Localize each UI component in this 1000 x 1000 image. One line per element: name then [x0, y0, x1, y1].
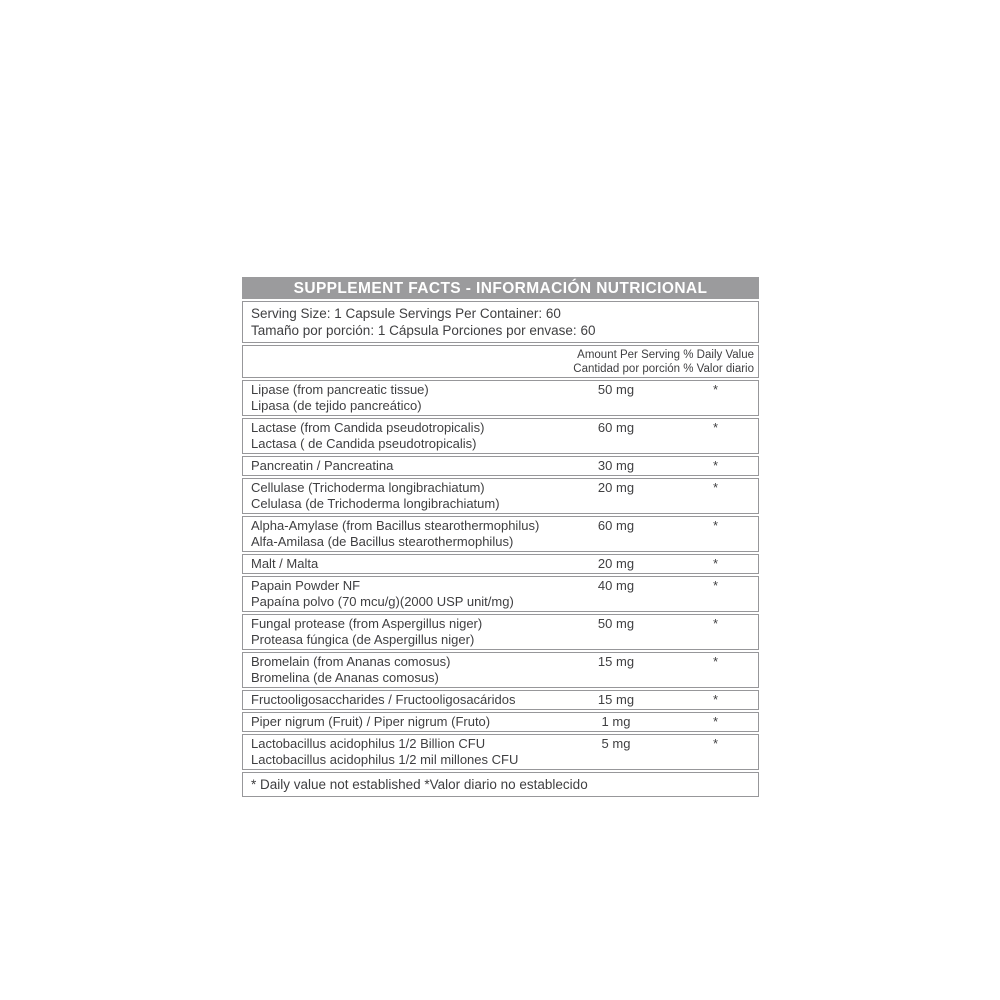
ingredient-row	[242, 690, 759, 710]
supplement-facts-label	[242, 277, 759, 799]
ingredient-name	[243, 714, 559, 730]
ingredient-name	[243, 518, 559, 550]
ingredient-daily-value: *	[712, 736, 719, 751]
ingredient-name	[243, 382, 559, 414]
ingredient-name-es: Bromelina (de Ananas comosus)	[251, 670, 439, 685]
ingredient-amount: 60 mg	[597, 518, 635, 533]
ingredient-amount: 20 mg	[597, 480, 635, 495]
ingredient-row	[242, 712, 759, 732]
ingredient-amount: 50 mg	[597, 382, 635, 397]
ingredient-amount: 30 mg	[597, 458, 635, 473]
ingredient-name-en: Bromelain (from Ananas comosus)	[251, 654, 451, 669]
ingredient-name-es: Proteasa fúngica (de Aspergillus niger)	[251, 632, 475, 647]
ingredient-name-es: Celulasa (de Trichoderma longibrachiatum)	[251, 496, 500, 511]
ingredient-name-es: Papaína polvo (70 mcu/g)(2000 USP unit/mg)	[251, 594, 514, 609]
ingredient-daily-value: *	[712, 556, 719, 571]
ingredient-daily-value: *	[712, 420, 719, 435]
ingredient-daily-value: *	[712, 480, 719, 495]
ingredient-name	[243, 556, 559, 572]
ingredient-name-es: Lipasa (de tejido pancreático)	[251, 398, 422, 413]
ingredient-row	[242, 614, 759, 650]
column-header-en: Amount Per Serving % Daily Value	[577, 349, 754, 361]
column-header-es: Cantidad por porción % Valor diario	[573, 363, 754, 375]
ingredient-name-es: Alfa-Amilasa (de Bacillus stearothermophilus)	[251, 534, 514, 549]
ingredient-name-en: Piper nigrum (Fruit) / Piper nigrum (Fruto)	[251, 714, 491, 729]
ingredient-daily-value: *	[712, 578, 719, 593]
ingredient-daily-value: *	[712, 518, 719, 533]
ingredient-row	[242, 380, 759, 416]
ingredient-name-en: Cellulase (Trichoderma longibrachiatum)	[251, 480, 485, 495]
ingredient-name-en: Fungal protease (from Aspergillus niger)	[251, 616, 483, 631]
ingredient-name-en: Lactobacillus acidophilus 1/2 Billion CFU	[251, 736, 486, 751]
serving-size-es: Tamaño por porción: 1 Cápsula Porciones por envase: 60	[251, 323, 596, 338]
ingredient-daily-value: *	[712, 382, 719, 397]
ingredient-name	[243, 616, 559, 648]
daily-value-footnote: * Daily value not established *Valor diario no establecido	[242, 772, 759, 797]
ingredient-name	[243, 458, 559, 474]
ingredient-amount: 1 mg	[601, 714, 631, 729]
ingredient-daily-value: *	[712, 458, 719, 473]
ingredient-row	[242, 418, 759, 454]
ingredient-amount: 20 mg	[597, 556, 635, 571]
ingredient-name	[243, 420, 559, 452]
ingredient-daily-value: *	[712, 714, 719, 729]
ingredient-name	[243, 692, 559, 708]
ingredient-name-es: Lactasa ( de Candida pseudotropicalis)	[251, 436, 477, 451]
column-headers	[242, 345, 759, 378]
ingredient-name-es: Lactobacillus acidophilus 1/2 mil millones CFU	[251, 752, 519, 767]
ingredient-amount: 50 mg	[597, 616, 635, 631]
ingredient-name-en: Papain Powder NF	[251, 578, 361, 593]
ingredient-row	[242, 554, 759, 574]
ingredient-name-en: Pancreatin / Pancreatina	[251, 458, 394, 473]
ingredient-daily-value: *	[712, 654, 719, 669]
ingredient-name	[243, 736, 559, 768]
ingredient-amount: 15 mg	[597, 654, 635, 669]
ingredient-name	[243, 654, 559, 686]
ingredient-row	[242, 516, 759, 552]
ingredient-amount: 40 mg	[597, 578, 635, 593]
ingredient-amount: 5 mg	[601, 736, 631, 751]
ingredient-daily-value: *	[712, 692, 719, 707]
ingredient-name-en: Fructooligosaccharides / Fructooligosacáridos	[251, 692, 516, 707]
ingredient-name-en: Alpha-Amylase (from Bacillus stearothermophilus)	[251, 518, 540, 533]
ingredient-name	[243, 578, 559, 610]
ingredient-row	[242, 576, 759, 612]
label-title: SUPPLEMENT FACTS - INFORMACIÓN NUTRICIONAL	[242, 277, 759, 299]
serving-size-en: Serving Size: 1 Capsule Servings Per Container: 60	[251, 306, 561, 321]
serving-info	[242, 301, 759, 343]
ingredient-name-en: Lactase (from Candida pseudotropicalis)	[251, 420, 485, 435]
ingredient-name-en: Lipase (from pancreatic tissue)	[251, 382, 429, 397]
ingredient-rows	[242, 380, 759, 770]
ingredient-row	[242, 478, 759, 514]
ingredient-row	[242, 456, 759, 476]
ingredient-row	[242, 652, 759, 688]
ingredient-name-en: Malt / Malta	[251, 556, 319, 571]
ingredient-amount: 15 mg	[597, 692, 635, 707]
ingredient-daily-value: *	[712, 616, 719, 631]
ingredient-name	[243, 480, 559, 512]
ingredient-amount: 60 mg	[597, 420, 635, 435]
ingredient-row	[242, 734, 759, 770]
